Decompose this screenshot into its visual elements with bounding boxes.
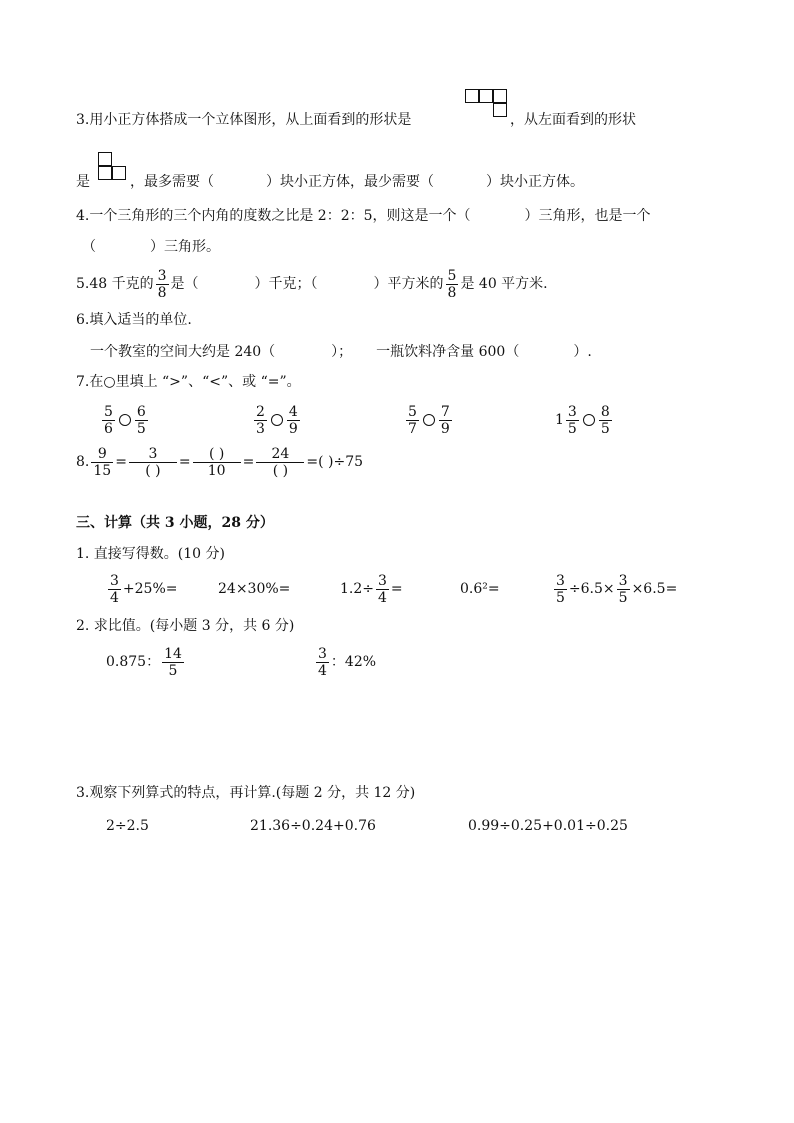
c1-e3: 1.2÷ $\frac{3}{4}$ = xyxy=(340,572,403,606)
left-view-figure xyxy=(98,152,128,182)
c1-title: 1. 直接写得数。(10 分) xyxy=(76,546,225,562)
c1-e5: $\frac{3}{5}$ ÷6.5× $\frac{3}{5}$ ×6.5= xyxy=(556,572,678,606)
c3-e1: 2÷2.5 xyxy=(106,818,149,834)
q4-line2: （ ）三角形。 xyxy=(82,239,220,255)
q7-pair-2: $\frac{2}{3}$ $\frac{4}{9}$ xyxy=(256,403,298,437)
c2-e2: $\frac{3}{4}$ ：42% xyxy=(318,645,377,679)
q7-pair-1: $\frac{5}{6}$ $\frac{6}{5}$ xyxy=(104,403,146,437)
compare-circle[interactable] xyxy=(423,414,435,426)
q3-line1 xyxy=(76,110,411,130)
c2-title: 2. 求比值。(每小题 3 分，共 6 分) xyxy=(76,618,295,634)
section-title: 三、计算（共 3 小题，28 分） xyxy=(76,515,274,531)
q7-pair-3: $\frac{5}{7}$ $\frac{7}{9}$ xyxy=(408,403,450,437)
c2-e1: 0.875： $\frac{14}{5}$ xyxy=(106,645,182,679)
c3-title: 3.观察下列算式的特点，再计算.(每题 2 分，共 12 分) xyxy=(76,785,416,801)
compare-circle[interactable] xyxy=(583,414,595,426)
q5-line: 5.48 千克的 $\frac{3}{8}$ 是（ ）千克；（ ）平方米的 $\frac{5}{8}$ 是 40 平方米. xyxy=(76,267,548,301)
c3-e2: 21.36÷0.24+0.76 xyxy=(250,818,376,834)
q7-title: 7.在○里填上 “>”、“<”、或 “=”。 xyxy=(76,374,301,390)
top-view-figure xyxy=(465,89,509,119)
fraction: $\frac{3}{8}$ xyxy=(157,267,167,301)
c1-e4: 0.6²= xyxy=(460,581,500,597)
c3-e3: 0.99÷0.25+0.01÷0.25 xyxy=(468,818,628,834)
q3-text: 3.用小正方体搭成一个立体图形，从上面看到的形状是 xyxy=(76,112,412,128)
q3-line2-rest: ，最多需要（ ）块小正方体，最少需要（ ）块小正方体。 xyxy=(130,174,584,190)
q3-line2: 是 xyxy=(76,174,90,190)
q6-line: 一个教室的空间大约是 240（ ）； 一瓶饮料净含量 600（ ）. xyxy=(90,344,592,360)
q3-line1-tail: ，从左面看到的形状 xyxy=(510,112,636,128)
compare-circle[interactable] xyxy=(119,414,131,426)
q8-line: 8. $\frac{9}{15}$ = $\frac{3}{( )}$ = $\frac{( )}{10}$ = $\frac{24}{( )}$ =( )÷75 xyxy=(76,445,364,479)
q4-line1: 4.一个三角形的三个内角的度数之比是 2：2：5，则这是一个（ ）三角形，也是一个 xyxy=(76,208,651,224)
c1-e1: $\frac{3}{4}$ +25%= xyxy=(110,572,178,606)
q7-pair-4: 1 $\frac{3}{5}$ $\frac{8}{5}$ xyxy=(555,403,610,437)
fraction: $\frac{5}{8}$ xyxy=(447,267,457,301)
q6-title: 6.填入适当的单位. xyxy=(76,312,192,328)
compare-circle[interactable] xyxy=(271,414,283,426)
c1-e2: 24×30%= xyxy=(218,581,291,597)
